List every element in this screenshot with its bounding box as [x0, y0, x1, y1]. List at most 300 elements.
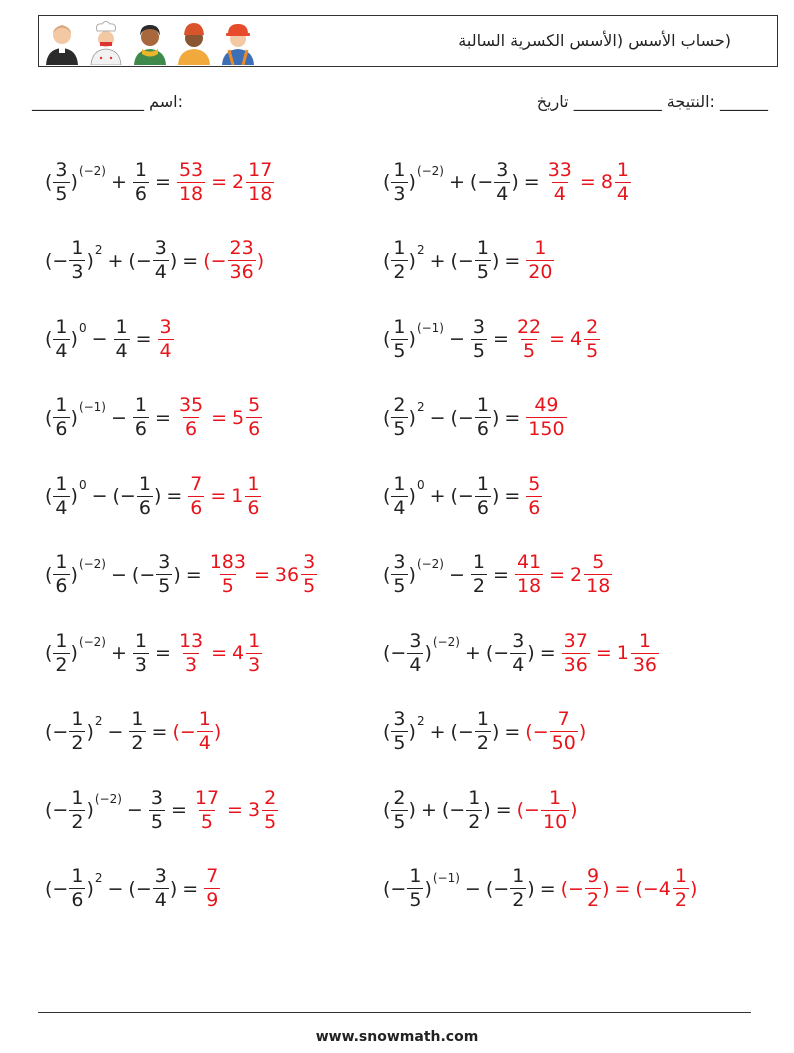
- fraction-numerator: 1: [198, 708, 211, 731]
- fraction-denominator: 4: [496, 182, 509, 205]
- fraction-denominator: 6: [476, 496, 489, 519]
- operator: −: [449, 563, 465, 586]
- problems-left-column: [45, 143, 318, 928]
- fraction: [475, 239, 491, 282]
- fraction: [246, 158, 274, 205]
- fraction-numerator: 3: [472, 315, 486, 338]
- fraction-numerator: 1: [409, 865, 422, 888]
- fraction-denominator: 4: [55, 339, 68, 362]
- person-scarf-avatar-icon: [131, 19, 169, 65]
- date-label: تاريخ:: [536, 92, 715, 111]
- paren-text: ): [256, 249, 265, 272]
- fraction: [515, 315, 543, 362]
- paren-text: ): [86, 799, 94, 822]
- fraction: [69, 786, 85, 833]
- fraction-denominator: 2: [55, 653, 68, 676]
- fraction-denominator: 4: [393, 496, 406, 519]
- fraction: [673, 867, 689, 910]
- whole-number: 36: [274, 563, 300, 586]
- page-title: (حساب الأسس (الأسس الكسرية السالبة: [458, 31, 731, 50]
- answer: [516, 786, 578, 833]
- fraction-numerator: 1: [638, 629, 651, 652]
- fraction: [526, 472, 542, 519]
- answer: [525, 472, 543, 519]
- operator: =: [166, 485, 183, 508]
- paren-text: ): [527, 642, 535, 665]
- paren-text: ): [424, 877, 432, 900]
- operator: =: [182, 249, 199, 272]
- operator: −: [91, 485, 108, 508]
- operator: =: [227, 799, 243, 822]
- exponent: 2: [94, 713, 103, 728]
- fraction-denominator: 5: [586, 339, 599, 362]
- fraction-numerator: 2: [264, 786, 277, 809]
- fraction-numerator: 49: [534, 394, 559, 417]
- problem-item: [383, 457, 697, 536]
- fraction: [193, 786, 221, 833]
- whole-number: 1: [231, 485, 244, 508]
- fraction-denominator: 3: [248, 653, 261, 676]
- fraction: [246, 629, 262, 676]
- fraction-numerator: 2: [393, 786, 406, 809]
- fraction-numerator: 3: [154, 865, 167, 888]
- fraction-numerator: 23: [229, 237, 254, 260]
- fraction-denominator: 4: [55, 496, 68, 519]
- fraction-denominator: 6: [138, 496, 151, 519]
- fraction: [471, 315, 487, 362]
- paren-text: ): [408, 328, 416, 351]
- fraction-denominator: 5: [150, 810, 163, 833]
- exponent: 2: [416, 713, 425, 728]
- exponent: 2: [416, 399, 425, 414]
- answer: [514, 553, 613, 596]
- paren-text: ): [602, 877, 610, 900]
- paren-text: ): [570, 799, 578, 822]
- fraction: [153, 239, 169, 282]
- fraction: [541, 786, 569, 833]
- date-score-field: [537, 92, 768, 111]
- paren-text: (−: [450, 485, 474, 508]
- problem-item: [45, 771, 318, 850]
- operator: +: [449, 171, 465, 194]
- name-blank[interactable]: ______________: [32, 92, 144, 111]
- fraction: [301, 553, 317, 596]
- problem-item: [383, 300, 697, 379]
- fraction: [550, 710, 578, 753]
- paren-text: (−: [450, 406, 474, 429]
- fraction-denominator: 5: [158, 575, 171, 598]
- fraction-denominator: 5: [522, 339, 536, 362]
- exponent: (−2): [78, 556, 106, 571]
- fraction: [391, 710, 407, 753]
- operator: =: [253, 563, 270, 586]
- answer: [192, 786, 279, 833]
- fraction-numerator: 1: [512, 865, 525, 888]
- fraction-numerator: 1: [476, 394, 489, 417]
- fraction: [53, 396, 69, 439]
- date-blank[interactable]: ______: [720, 92, 768, 111]
- operator: =: [182, 877, 199, 900]
- paren-text: (: [383, 485, 391, 508]
- fraction-numerator: 1: [71, 237, 84, 260]
- fraction-numerator: 3: [512, 629, 525, 652]
- operator: +: [429, 249, 446, 272]
- paren-text: ): [491, 249, 500, 272]
- fraction-numerator: 1: [674, 865, 687, 888]
- fraction: [510, 867, 526, 910]
- fraction-denominator: 2: [586, 889, 600, 912]
- paren-text: (−: [383, 642, 407, 665]
- fraction-denominator: 2: [472, 575, 486, 598]
- paren-text: (−: [383, 877, 407, 900]
- operator: =: [595, 642, 612, 665]
- fraction-numerator: 1: [71, 865, 84, 888]
- problem-item: [45, 457, 318, 536]
- answer: [525, 239, 555, 282]
- paren-text: ): [424, 642, 432, 665]
- fraction-numerator: 1: [476, 472, 489, 495]
- problem-item: [383, 693, 697, 772]
- fraction-numerator: 1: [393, 315, 406, 338]
- fraction: [246, 396, 262, 439]
- fraction-denominator: 6: [55, 575, 68, 598]
- whole-number: 8: [600, 171, 613, 194]
- paren-text: (: [383, 406, 391, 429]
- fraction-numerator: 1: [71, 786, 84, 809]
- fraction-denominator: 36: [632, 653, 658, 676]
- paren-text: ): [86, 249, 94, 272]
- operator: =: [579, 171, 596, 194]
- answer: [207, 553, 318, 596]
- operator: =: [493, 563, 509, 586]
- fraction-denominator: 18: [248, 182, 273, 205]
- answer: [176, 629, 263, 676]
- paren-text: ): [491, 406, 500, 429]
- operator: =: [185, 563, 202, 586]
- fraction: [53, 629, 69, 676]
- fraction: [114, 315, 130, 362]
- fraction: [69, 239, 85, 282]
- paren-text: (−: [203, 249, 227, 272]
- construction-worker-avatar-icon: [219, 19, 257, 65]
- operator: =: [151, 720, 168, 743]
- footer-divider: [38, 1012, 751, 1013]
- fraction: [53, 553, 69, 596]
- fraction-denominator: 18: [516, 575, 542, 598]
- paren-text: (−: [45, 799, 69, 822]
- fraction-numerator: 13: [178, 629, 204, 652]
- paren-text: (−: [560, 877, 584, 900]
- answer: [514, 315, 601, 362]
- fraction-denominator: 5: [200, 810, 213, 833]
- paren-text: (−: [450, 720, 474, 743]
- exponent: (−2): [416, 164, 444, 179]
- paren-text: ): [408, 171, 416, 194]
- exponent: 2: [94, 242, 103, 257]
- fraction-denominator: 18: [178, 182, 204, 205]
- fraction-denominator: 5: [393, 339, 406, 362]
- fraction: [208, 553, 248, 596]
- paren-text: (: [383, 799, 391, 822]
- fraction-denominator: 5: [393, 810, 406, 833]
- fraction: [156, 553, 172, 596]
- name-label: اسم:: [149, 92, 183, 111]
- exponent: (−2): [94, 792, 122, 807]
- operator: =: [493, 328, 509, 351]
- problem-item: [383, 222, 697, 301]
- priest-avatar-icon: [43, 19, 81, 65]
- fraction-numerator: 1: [476, 237, 489, 260]
- fraction-denominator: 6: [190, 496, 203, 519]
- fraction-denominator: 2: [674, 889, 687, 912]
- fraction-numerator: 3: [393, 708, 406, 731]
- fraction-numerator: 3: [159, 315, 172, 338]
- exponent: 0: [78, 478, 87, 493]
- fraction: [562, 629, 590, 676]
- fraction-numerator: 2: [393, 394, 406, 417]
- answer: [545, 158, 632, 205]
- fraction: [129, 710, 145, 753]
- problem-item: [383, 536, 697, 615]
- operator: =: [155, 642, 171, 665]
- fraction: [546, 158, 574, 205]
- paren-text: (−: [128, 877, 152, 900]
- fraction-numerator: 1: [616, 158, 629, 181]
- paren-text: ): [86, 877, 94, 900]
- fraction-numerator: 41: [516, 551, 542, 574]
- fraction-numerator: 1: [472, 551, 486, 574]
- fraction: [188, 472, 204, 519]
- fraction: [494, 158, 510, 205]
- exponent: (−1): [432, 870, 460, 885]
- problem-item: [45, 379, 318, 458]
- operator: =: [495, 799, 512, 822]
- fraction-numerator: 1: [55, 315, 68, 338]
- answer: [176, 396, 263, 439]
- chef-avatar-icon: [87, 19, 125, 65]
- operator: −: [107, 877, 124, 900]
- paren-text: ): [153, 485, 162, 508]
- paren-text: (: [45, 642, 53, 665]
- fraction: [153, 867, 169, 910]
- fraction-numerator: 1: [393, 158, 406, 181]
- fraction: [515, 553, 543, 596]
- paren-text: (−: [525, 720, 549, 743]
- answer: [176, 158, 275, 205]
- fraction: [133, 629, 149, 676]
- problem-item: [45, 300, 318, 379]
- paren-text: (: [383, 720, 391, 743]
- exponent: (−1): [78, 399, 106, 414]
- operator: =: [504, 249, 521, 272]
- whole-number: 4: [658, 877, 671, 900]
- operator: =: [211, 642, 228, 665]
- paren-text: ): [408, 563, 416, 586]
- fraction-numerator: 7: [557, 708, 570, 731]
- paren-text: (−: [45, 877, 69, 900]
- paren-text: (−: [128, 249, 152, 272]
- fraction: [391, 472, 407, 519]
- fraction-numerator: 2: [586, 315, 599, 338]
- operator: +: [420, 799, 437, 822]
- exponent: (−2): [78, 164, 106, 179]
- exponent: (−2): [416, 556, 444, 571]
- operator: =: [210, 485, 227, 508]
- fraction-denominator: 3: [134, 653, 148, 676]
- fraction-denominator: 6: [134, 418, 148, 441]
- paren-text: (−: [441, 799, 466, 822]
- problem-item: [45, 143, 318, 222]
- fraction-denominator: 3: [393, 182, 406, 205]
- fraction: [69, 867, 85, 910]
- fraction: [53, 158, 69, 205]
- fraction-denominator: 10: [542, 810, 568, 833]
- paren-text: (−: [131, 563, 156, 586]
- fraction-denominator: 2: [468, 810, 481, 833]
- fraction: [391, 315, 407, 362]
- paren-text: (: [45, 485, 53, 508]
- operator: −: [429, 406, 446, 429]
- operator: +: [111, 642, 127, 665]
- fraction: [615, 158, 631, 205]
- operator: =: [549, 563, 566, 586]
- paren-text: ): [491, 720, 500, 743]
- fraction-denominator: 2: [393, 261, 406, 284]
- score-label: النتيجة: [666, 92, 710, 111]
- fraction-numerator: 37: [563, 629, 588, 652]
- fraction: [475, 396, 491, 439]
- paren-text: ): [173, 563, 181, 586]
- fraction: [471, 553, 487, 596]
- answer: [157, 315, 175, 362]
- fraction-numerator: 1: [534, 237, 547, 260]
- paren-text: ): [483, 799, 491, 822]
- fraction-denominator: 4: [159, 339, 172, 362]
- exponent: (−2): [78, 635, 106, 650]
- fraction-denominator: 2: [71, 810, 84, 833]
- fraction-denominator: 18: [586, 575, 611, 598]
- operator: =: [539, 877, 556, 900]
- paren-text: (−: [172, 720, 196, 743]
- paren-text: ): [70, 406, 78, 429]
- paren-text: ): [689, 877, 698, 900]
- fraction: [177, 396, 205, 439]
- operator: =: [504, 406, 521, 429]
- fraction-numerator: 1: [131, 708, 144, 731]
- fraction-denominator: 2: [131, 732, 144, 755]
- fraction-numerator: 1: [134, 158, 148, 181]
- fraction-numerator: 3: [303, 551, 316, 574]
- fraction: [391, 239, 407, 282]
- operator: −: [111, 563, 127, 586]
- score-blank[interactable]: ___________: [573, 92, 662, 111]
- fraction-denominator: 6: [476, 418, 489, 441]
- fraction: [133, 396, 149, 439]
- fraction-numerator: 1: [138, 472, 151, 495]
- fraction-numerator: 17: [194, 786, 220, 809]
- paren-text: ): [86, 720, 94, 743]
- answer: [172, 710, 221, 753]
- fraction: [262, 786, 278, 833]
- fraction-numerator: 22: [516, 315, 542, 338]
- answer: [561, 867, 698, 910]
- paren-text: ): [70, 171, 78, 194]
- fraction-denominator: 2: [476, 732, 489, 755]
- fraction: [149, 786, 165, 833]
- fraction-denominator: 5: [264, 810, 277, 833]
- paren-text: (: [45, 171, 53, 194]
- fraction: [391, 553, 407, 596]
- exponent: (−1): [416, 321, 444, 336]
- fraction: [526, 396, 566, 439]
- fraction-numerator: 7: [206, 865, 219, 888]
- header-box: [38, 15, 778, 67]
- operator: =: [155, 171, 171, 194]
- operator: =: [135, 328, 152, 351]
- fraction-numerator: 5: [592, 551, 605, 574]
- fraction-numerator: 1: [55, 472, 68, 495]
- fraction: [475, 710, 491, 753]
- fraction-denominator: 4: [198, 732, 211, 755]
- fraction-denominator: 4: [512, 653, 525, 676]
- paren-text: ): [169, 877, 178, 900]
- problem-item: [383, 614, 697, 693]
- paren-text: ): [70, 328, 78, 351]
- fraction-numerator: 17: [248, 158, 273, 181]
- fraction-numerator: 3: [55, 158, 68, 181]
- fraction-numerator: 3: [150, 786, 163, 809]
- operator: −: [464, 877, 481, 900]
- fraction-numerator: 1: [393, 237, 406, 260]
- paren-text: (: [383, 249, 391, 272]
- whole-number: 2: [570, 563, 583, 586]
- operator: −: [111, 406, 127, 429]
- operator: +: [107, 249, 124, 272]
- fraction-denominator: 6: [528, 496, 541, 519]
- fraction-numerator: 9: [586, 865, 600, 888]
- problem-item: [45, 614, 318, 693]
- fraction-denominator: 3: [184, 653, 198, 676]
- fraction-denominator: 9: [206, 889, 219, 912]
- fraction: [407, 867, 423, 910]
- exponent: 0: [416, 478, 425, 493]
- paren-text: (−: [112, 485, 136, 508]
- operator: −: [91, 328, 108, 351]
- operator: =: [614, 877, 631, 900]
- fraction-denominator: 5: [303, 575, 316, 598]
- fraction-denominator: 4: [154, 261, 167, 284]
- fraction: [69, 710, 85, 753]
- operator: +: [429, 720, 446, 743]
- paren-text: ): [491, 485, 500, 508]
- fraction-numerator: 1: [115, 315, 128, 338]
- fraction: [391, 396, 407, 439]
- fraction-denominator: 6: [55, 418, 68, 441]
- problem-item: [383, 379, 697, 458]
- paren-text: (: [45, 328, 53, 351]
- operator: +: [429, 485, 446, 508]
- fraction: [177, 158, 205, 205]
- fraction-denominator: 150: [528, 418, 565, 441]
- fraction-denominator: 2: [71, 732, 84, 755]
- problem-item: [45, 222, 318, 301]
- fraction-denominator: 5: [221, 575, 234, 598]
- fraction-denominator: 4: [154, 889, 167, 912]
- paren-text: ): [408, 406, 416, 429]
- fraction-numerator: 5: [248, 394, 261, 417]
- fraction-denominator: 36: [229, 261, 254, 284]
- fraction: [407, 629, 423, 676]
